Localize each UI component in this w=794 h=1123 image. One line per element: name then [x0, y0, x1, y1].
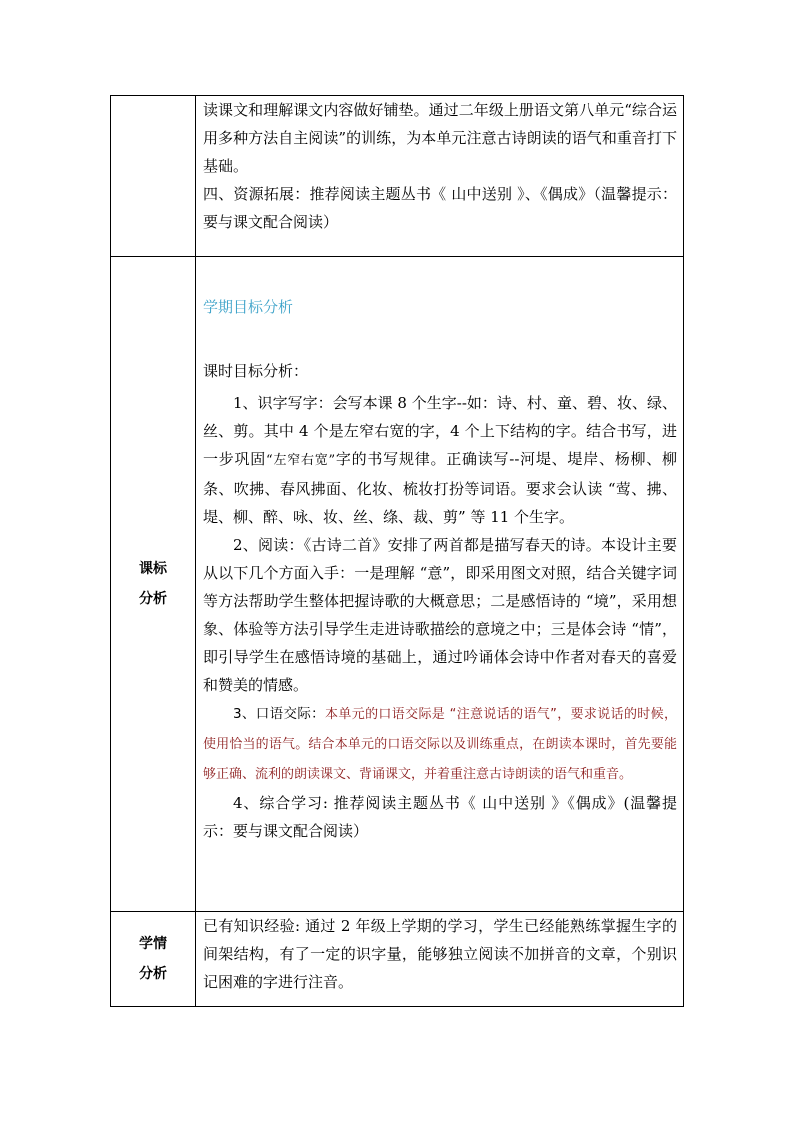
goal-item-1-text-a: 1、识字写字：会写本课 8 个生字--如：诗、村、童、碧、妆、绿、丝、剪。其中 4 个是左窄右宽的字，4 个上下结构的字。结合书写，进一步巩固: [203, 394, 677, 468]
goal-item-1: [203, 389, 677, 531]
lesson-plan-table: [110, 95, 684, 1007]
row-label-curriculum: [111, 257, 196, 912]
row-label-learner: [111, 912, 196, 1007]
goal-item-3: [203, 699, 677, 789]
goal-item-4: 4、综合学习: 推荐阅读主题丛书《 山中送别 》《偶成》(温馨提示：要与课文配合阅读）: [203, 794, 677, 840]
label-line: 学情: [139, 936, 167, 952]
goal-item-2: 2、阅读：《古诗二首》安排了两首都是描写春天的诗。本设计主要从以下几个方面入手：一是理解 “意”，即采用图文对照，结合关键字词等方法帮助学生整体把握诗歌的大概意思；二是感悟诗的 “境”，采用想象、体验等方法引导学生走进诗歌描绘的意境之中；三是体会诗 “情”，即引导学生在感悟诗境的基础上，通过吟诵体会诗中作者对春天的喜爱和赞美的情感。: [203, 536, 677, 694]
table-row: [111, 257, 684, 912]
row-label-empty: [111, 96, 196, 257]
label-line: 分析: [139, 591, 167, 607]
semester-goal-heading: 学期目标分析: [203, 298, 294, 316]
row2-content: [196, 257, 684, 912]
label-line: 分析: [139, 966, 167, 982]
row3-content: [196, 912, 684, 1007]
table-row: [111, 912, 684, 1007]
learner-analysis-text: 已有知识经验: 通过 2 年级上学期的学习，学生已经能熟练掌握生字的间架结构，有了一定的识字量，能够独立阅读不加拼音的文章，个别识记困难的字进行注音。: [203, 917, 677, 991]
row1-paragraph-1: 读课文和理解课文内容做好铺垫。通过二年级上册语文第八单元“综合运用多种方法自主阅读”的训练，为本单元注意古诗朗读的语气和重音打下基础。: [203, 101, 677, 175]
lesson-goal-subheading: 课时目标分析：: [203, 362, 309, 380]
row1-paragraph-2: 四、资源拓展：推荐阅读主题丛书《 山中送别 》、《偶成》（温馨提示：要与课文配合阅读）: [203, 185, 677, 231]
goal-item-1-quote: “左窄右宽”: [266, 453, 336, 468]
label-line: 课标: [139, 561, 167, 577]
table-row: [111, 96, 684, 257]
row1-content: [196, 96, 684, 257]
goal-item-3-red-text: 本单元的口语交际是 “注意说话的语气”，要求说话的时候，使用恰当的语气。结合本单元的口语交际以及训练重点，在朗读本课时，首先要能够正确、流利的朗读课文、背诵课文，并着重注意古诗朗读的语气和重音。: [203, 707, 678, 782]
goal-item-1-text-b: 字的书写规律。正确读写--河堤、堤岸、杨柳、柳条、吹拂、春风拂面、化妆、梳妆打扮等词语。要求会认读 “莺、拂、堤、柳、醉、咏、妆、丝、绦、裁、剪” 等 11 个生字。: [203, 450, 677, 526]
goal-item-3-prefix: 3、口语交际：: [233, 706, 326, 722]
